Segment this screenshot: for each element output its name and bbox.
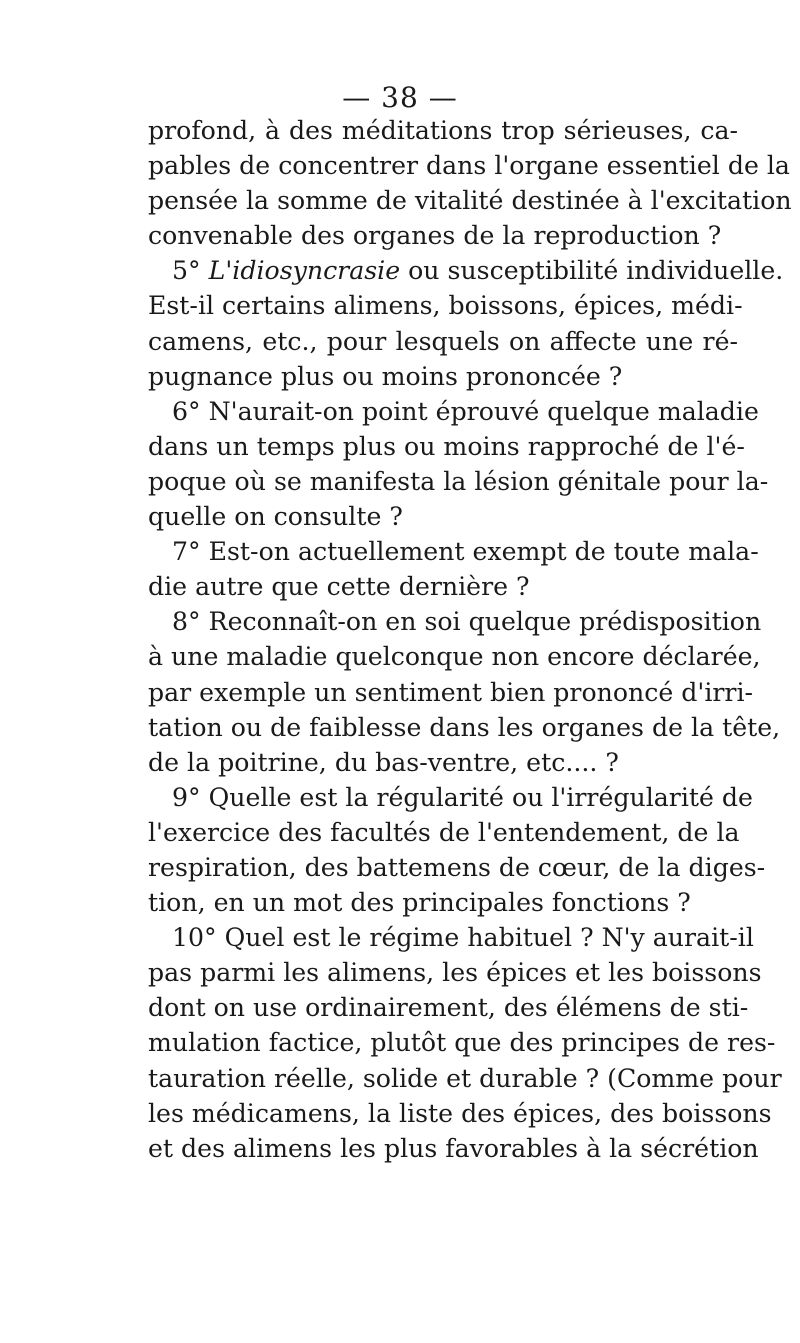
text-line: profond, à des méditations trop sérieuses, ca-: [148, 116, 738, 145]
text-line: l'exercice des facultés de l'entendement, de la: [148, 817, 740, 847]
text-line: pugnance plus ou moins prononcée ?: [148, 361, 623, 391]
text-line: die autre que cette dernière ?: [148, 572, 530, 602]
text-fragment: ou susceptibilité individuelle.: [408, 256, 784, 286]
text-line: et des alimens les plus favorables à la sécrétion: [148, 1133, 759, 1163]
text-line: par exemple un sentiment bien prononcé d'irri-: [148, 677, 754, 707]
body-text: [148, 113, 792, 1166]
text-line-item-9: 9° Quelle est la régularité ou l'irrégularité de: [172, 782, 753, 812]
item-number: 5°: [172, 256, 201, 286]
text-line: pensée la somme de vitalité destinée à l'excitation: [148, 186, 792, 216]
text-line: dans un temps plus ou moins rapproché de l'é-: [148, 431, 745, 461]
italic-term: L'idiosyncrasie: [208, 256, 401, 286]
text-line: tion, en un mot des principales fonctions ?: [148, 888, 691, 918]
text-line: les médicamens, la liste des épices, des boissons: [148, 1098, 772, 1128]
text-line-item-8: 8° Reconnaît-on en soi quelque prédisposition: [172, 607, 762, 637]
text-line: respiration, des battemens de cœur, de la diges-: [148, 852, 766, 882]
text-line: pas parmi les alimens, les épices et les boissons: [148, 958, 762, 988]
text-line: convenable des organes de la reproduction ?: [148, 221, 722, 251]
text-line-item-7: 7° Est-on actuellement exempt de toute mala-: [172, 537, 759, 567]
text-line: Est-il certains alimens, boissons, épices, médi-: [148, 291, 743, 321]
text-line: quelle on consulte ?: [148, 502, 403, 532]
text-line-item-10: 10° Quel est le régime habituel ? N'y aurait-il: [172, 923, 754, 953]
text-line: tauration réelle, solide et durable ? (Comme pour: [148, 1063, 782, 1093]
text-line-item-5: [148, 253, 784, 288]
page-number: — 38 —: [342, 81, 458, 114]
text-line-item-6: 6° N'aurait-on point éprouvé quelque maladie: [172, 396, 759, 426]
text-line: poque où se manifesta la lésion génitale pour la-: [148, 466, 769, 496]
text-line: à une maladie quelconque non encore déclarée,: [148, 642, 761, 672]
text-line: tation ou de faiblesse dans les organes de la tête,: [148, 712, 781, 742]
text-line: pables de concentrer dans l'organe essentiel de la: [148, 151, 790, 181]
text-line: camens, etc., pour lesquels on affecte une ré-: [148, 326, 738, 356]
text-line: mulation factice, plutôt que des principes de res-: [148, 1028, 776, 1058]
text-line: de la poitrine, du bas-ventre, etc.... ?: [148, 747, 619, 777]
text-line: dont on use ordinairement, des élémens de sti-: [148, 993, 749, 1023]
